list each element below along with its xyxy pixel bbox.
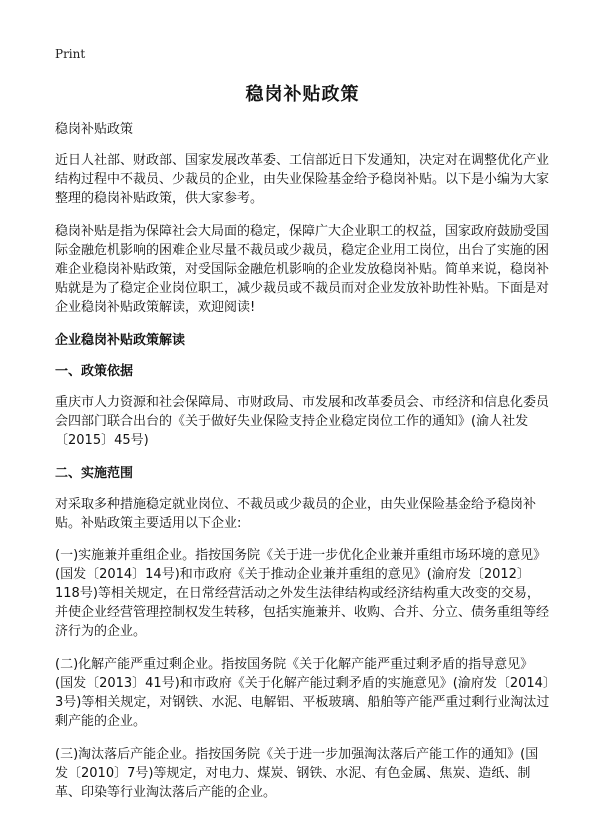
print-link[interactable]: Print [55,47,86,61]
paragraph: 近日人社部、财政部、国家发展改革委、工信部近日下发通知，决定对在调整优化产业结构过程中不裁员、少裁员的企业，由失业保险基金给予稳岗补贴。以下是小编为大家整理的稳岗补贴政策，供大家参考。 [55,153,550,206]
scope-item: (三)淘汰落后产能企业。指按国务院《关于进一步加强淘汰落后产能工作的通知》(国发〔2010〕7号)等规定，对电力、煤炭、钢铁、水泥、有色金属、焦炭、造纸、制革、印染等行业淘汰落后产能的企业。 [55,747,539,800]
basis-heading: 一、政策依据 [55,364,134,379]
article-subtitle: 稳岗补贴政策 [55,122,134,137]
page-title: 稳岗补贴政策 [245,84,360,105]
scope-item: (一)实施兼并重组企业。指按国务院《关于进一步优化企业兼并重组市场环境的意见》(国发〔2014〕14号)和市政府《关于推动企业兼并重组的意见》(渝府发〔2012〕118号)等相关规定，在日常经营活动之外发生法律结构或经济结构重大改变的交易，并使企业经营管理控制权发生转移，包括实施兼并、收购、合并、分立、债务重组等经济行为的企业。 [55,548,550,639]
scope-intro: 对采取多种措施稳定就业岗位、不裁员或少裁员的企业，由失业保险基金给予稳岗补贴。补贴政策主要适用以下企业: [55,497,537,531]
scope-heading: 二、实施范围 [55,466,134,481]
section-heading: 企业稳岗补贴政策解读 [55,333,186,348]
paragraph: 稳岗补贴是指为保障社会大局面的稳定，保障广大企业职工的权益，国家政府鼓励受国际金融危机影响的困难企业尽量不裁员或少裁员，稳定企业用工岗位，出台了实施的困难企业稳岗补贴政策，对受国际金融危机影响的企业发放稳岗补贴。简单来说，稳岗补贴就是为了稳定企业岗位职工，减少裁员或不裁员而对企业发放补助性补贴。下面是对企业稳岗补贴政策解读，欢迎阅读! [55,224,550,315]
basis-text: 重庆市人力资源和社会保障局、市财政局、市发展和改革委员会、市经济和信息化委员会四部门联合出台的《关于做好失业保险支持企业稳定岗位工作的通知》(渝人社发〔2015〕45号) [55,395,550,448]
article-body [55,120,550,816]
scope-item: (二)化解产能严重过剩企业。指按国务院《关于化解产能严重过剩矛盾的指导意见》(国发〔2013〕41号)和市政府《关于化解产能过剩矛盾的实施意见》(渝府发〔2014〕3号)等相关规定，对钢铁、水泥、电解铝、平板玻璃、船舶等产能严重过剩行业淘汰过剩产能的企业。 [55,657,550,729]
